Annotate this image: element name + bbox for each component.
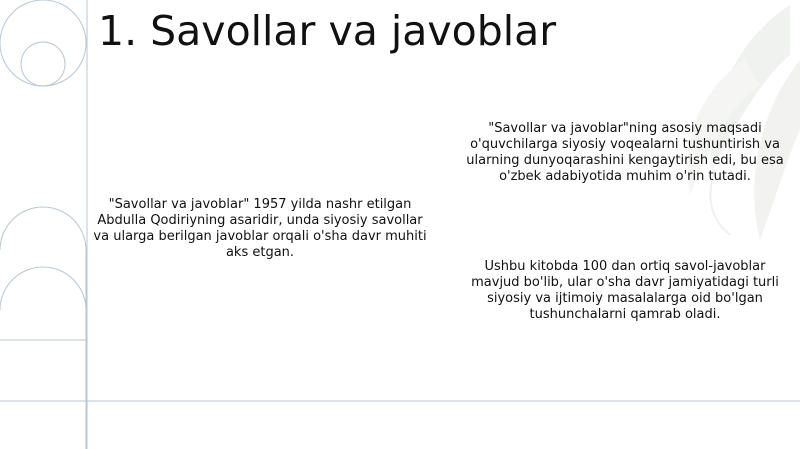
paragraph-purpose: "Savollar va javoblar"ning asosiy maqsadi o'quvchilarga siyosiy voqealarni tushuntirish va ularning dunyoqarashini kengaytirish edi, bu esa o'zbek adabiyotida muhim o'rin tutadi. — [466, 121, 784, 184]
paragraph-publication: "Savollar va javoblar" 1957 yilda nashr etilgan Abdulla Qodiriyning asaridir, unda siyosiy savollar va ularga berilgan javoblar orqali o'sha davr muhiti aks etgan. — [93, 197, 427, 260]
slide-title: 1. Savollar va javoblar — [98, 7, 557, 55]
paragraph-contents: Ushbu kitobda 100 dan ortiq savol-javoblar mavjud bo'lib, ular o'sha davr jamiyatidagi turli siyosiy va ijtimoiy masalalarga oid bo'lgan tushunchalarni qamrab oladi. — [471, 259, 779, 322]
